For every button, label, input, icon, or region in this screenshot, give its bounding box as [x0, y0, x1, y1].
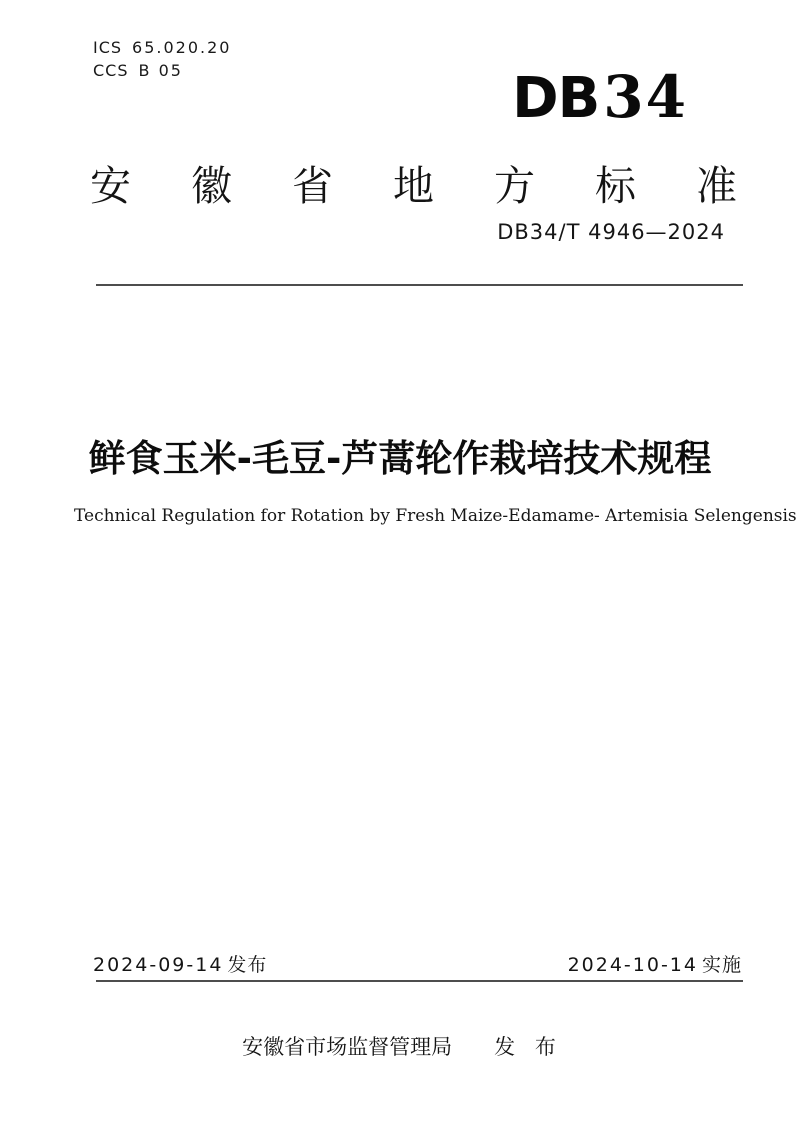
- document-title-chinese: 鲜食玉米-毛豆-芦蒿轮作栽培技术规程: [88, 437, 712, 480]
- implement-label: 实施: [701, 954, 742, 976]
- standard-type-char: 省: [292, 162, 333, 210]
- ics-label: ICS: [93, 38, 123, 57]
- classification-codes: [93, 36, 231, 82]
- standard-type-title: [90, 153, 737, 212]
- standard-type-char: 地: [393, 162, 434, 210]
- dates-row: [93, 950, 742, 977]
- implement-date: 2024-10-14: [567, 954, 698, 976]
- ccs-label: CCS: [93, 61, 129, 80]
- issue-label: 发布: [227, 954, 268, 976]
- ics-code: 65.020.20: [132, 38, 232, 57]
- standard-type-char: 准: [696, 162, 737, 210]
- issue-date-group: [93, 950, 267, 977]
- db34-logo: [512, 63, 688, 131]
- db34-logo-db: DB: [512, 66, 600, 131]
- db34-logo-number: 34: [603, 63, 688, 131]
- standard-type-char: 方: [494, 162, 535, 210]
- standard-type-char: 安: [90, 162, 131, 210]
- standard-code: DB34/T 4946—2024: [497, 220, 725, 244]
- bottom-divider: [96, 980, 743, 982]
- issue-date: 2024-09-14: [93, 954, 224, 976]
- document-title-english: Technical Regulation for Rotation by Fresh Maize-Edamame- Artemisia Selengensis: [74, 506, 797, 526]
- publish-action-label: 发 布: [494, 1035, 558, 1059]
- ccs-code: B 05: [138, 61, 183, 80]
- ics-row: [93, 36, 231, 59]
- publisher-row: [74, 1031, 726, 1061]
- top-divider: [96, 284, 743, 286]
- implement-date-group: [568, 950, 742, 977]
- standard-type-char: 标: [595, 162, 636, 210]
- standard-type-char: 徽: [191, 162, 232, 210]
- ccs-row: [93, 59, 231, 82]
- publisher-name: 安徽省市场监督管理局: [242, 1035, 453, 1059]
